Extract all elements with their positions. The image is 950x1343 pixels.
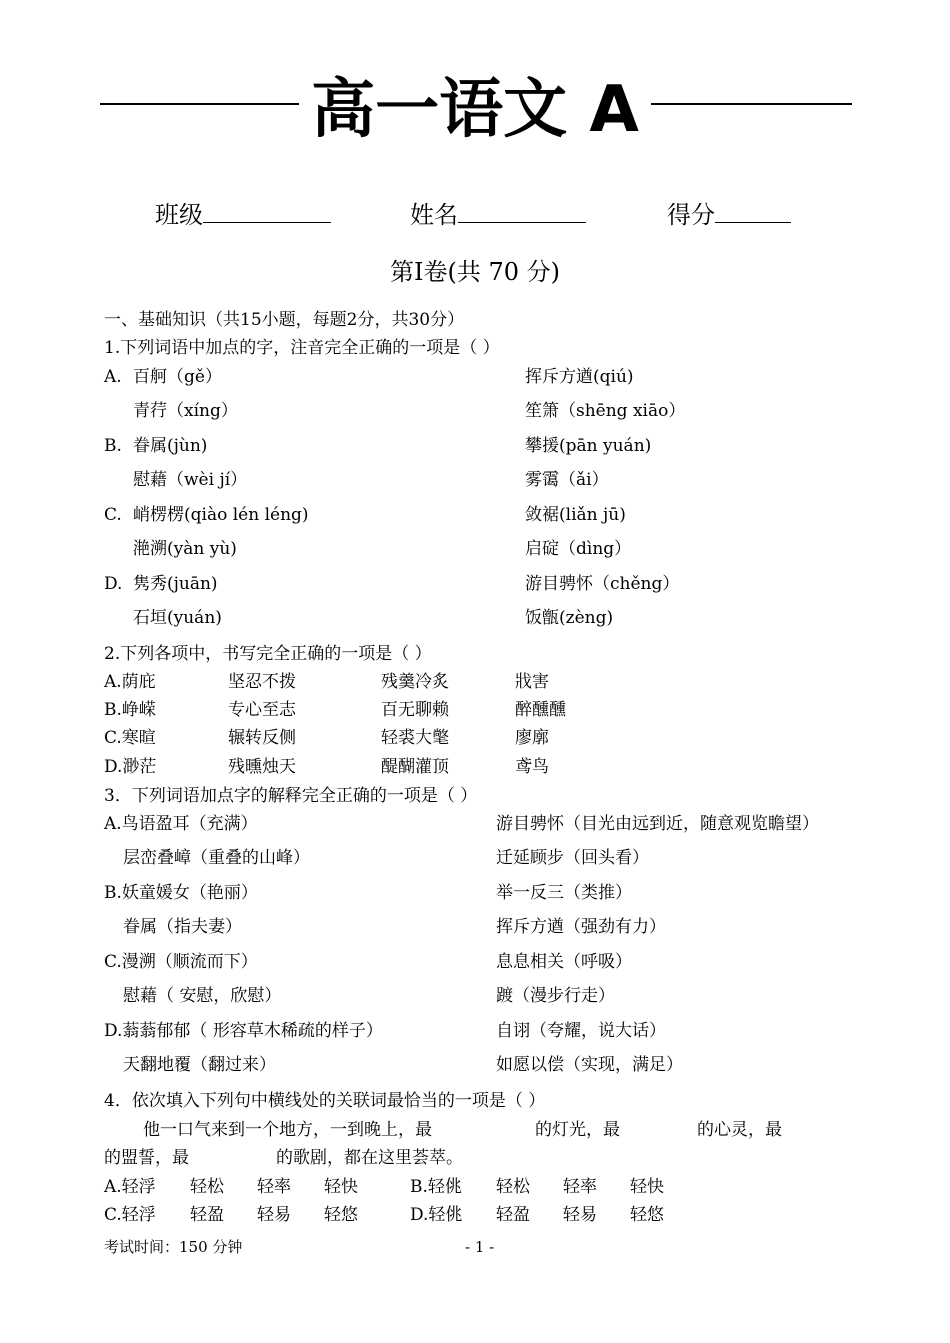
- q1-option-label: D.: [104, 574, 123, 594]
- q1-option-label: A.: [104, 367, 122, 387]
- q2-cell: C.寒暄: [104, 728, 156, 748]
- q4-option-item: C.轻浮: [104, 1205, 156, 1225]
- q4-option-item: 轻易: [257, 1205, 291, 1225]
- q2-cell: 专心至志: [228, 700, 296, 720]
- q4-passage: 的心灵，最: [697, 1120, 782, 1140]
- name-field: [410, 198, 586, 231]
- class-blank[interactable]: [203, 198, 331, 223]
- q3-option-item: D.蓊蓊郁郁（ 形容草木稀疏的样子）: [104, 1021, 383, 1041]
- q4-option-item: 轻快: [630, 1177, 664, 1197]
- q4-passage: 他一口气来到一个地方，一到晚上，最: [143, 1120, 432, 1140]
- q1-option-item: 眷属(jùn): [133, 436, 208, 456]
- q3-option-item: 自诩（夸耀，说大话）: [496, 1021, 666, 1041]
- q1-option-item: 攀援(pān yuán): [525, 436, 652, 456]
- q3-option-item: A.鸟语盈耳（充满）: [104, 814, 258, 834]
- page-number: - 1 -: [465, 1238, 495, 1256]
- q1-option-item: 峭楞楞(qiào lén léng): [133, 505, 309, 525]
- q2-cell: 残羹冷炙: [381, 672, 449, 692]
- q2-cell: 轻裘大氅: [381, 728, 449, 748]
- q1-option-label: B.: [104, 436, 122, 456]
- q2-cell: 鸢鸟: [515, 757, 549, 777]
- q2-cell: 百无聊赖: [381, 700, 449, 720]
- q4-passage: 的歌剧，都在这里荟萃。: [276, 1148, 463, 1168]
- q1-option-label: C.: [104, 505, 122, 525]
- q4-option-item: 轻松: [190, 1177, 224, 1197]
- q1-option-item: 隽秀(juān): [133, 574, 218, 594]
- q3-stem: 3．下列词语加点字的解释完全正确的一项是（ ）: [104, 786, 478, 806]
- q2-cell: 坚忍不拨: [228, 672, 296, 692]
- q4-option-item: 轻悠: [630, 1205, 664, 1225]
- q1-option-item: 百舸（gě）: [133, 367, 222, 387]
- q1-option-item: 雾霭（ǎi）: [525, 470, 609, 490]
- q1-option-item: 石垣(yuán): [133, 608, 222, 628]
- q4-option-item: 轻松: [496, 1177, 530, 1197]
- q2-cell: 醍醐灌顶: [381, 757, 449, 777]
- q2-cell: D.渺茫: [104, 757, 157, 777]
- q3-option-item: 举一反三（类推）: [496, 883, 632, 903]
- q1-option-item: 慰藉（wèi jí）: [133, 470, 248, 490]
- score-field: [667, 198, 791, 231]
- q1-option-item: 青荇（xíng）: [133, 401, 238, 421]
- q4-option-item: 轻易: [563, 1205, 597, 1225]
- name-label: 姓名: [410, 201, 458, 229]
- name-blank[interactable]: [458, 198, 586, 223]
- q2-cell: 戕害: [515, 672, 549, 692]
- q3-option-item: 层峦叠嶂（重叠的山峰）: [123, 848, 310, 868]
- q3-option-item: 天翻地覆（翻过来）: [123, 1055, 276, 1075]
- q4-passage: 的盟誓，最: [104, 1148, 189, 1168]
- q2-cell: 醉醺醺: [515, 700, 566, 720]
- score-label: 得分: [667, 201, 715, 229]
- q3-option-item: 慰藉（ 安慰，欣慰）: [123, 986, 282, 1006]
- q3-option-item: 如愿以偿（实现，满足）: [496, 1055, 683, 1075]
- q2-stem: 2.下列各项中，书写完全正确的一项是（ ）: [104, 644, 432, 664]
- q3-option-item: 迁延顾步（回头看）: [496, 848, 649, 868]
- q3-option-item: 踱（漫步行走）: [496, 986, 615, 1006]
- class-field: [155, 198, 331, 231]
- q4-option-item: B.轻佻: [410, 1177, 462, 1197]
- q4-passage: 的灯光，最: [535, 1120, 620, 1140]
- section-heading: 一、基础知识（共15小题，每题2分，共30分）: [104, 310, 465, 330]
- page-title: 高一语文 A: [0, 72, 950, 148]
- class-label: 班级: [155, 201, 203, 229]
- q4-option-item: 轻率: [563, 1177, 597, 1197]
- q3-option-item: 眷属（指夫妻）: [123, 917, 242, 937]
- q1-option-item: 挥斥方遒(qiú): [525, 367, 634, 387]
- score-blank[interactable]: [715, 198, 791, 223]
- q1-option-item: 饭甑(zèng): [525, 608, 614, 628]
- q1-option-item: 启碇（dìng）: [525, 539, 632, 559]
- q3-option-item: B.妖童媛女（艳丽）: [104, 883, 258, 903]
- q4-option-item: 轻率: [257, 1177, 291, 1197]
- q4-option-item: D.轻佻: [410, 1205, 463, 1225]
- q4-option-item: A.轻浮: [104, 1177, 156, 1197]
- part-title: 第Ⅰ卷(共 70 分): [389, 258, 560, 286]
- q3-option-item: C.漫溯（顺流而下）: [104, 952, 258, 972]
- q4-option-item: 轻快: [324, 1177, 358, 1197]
- exam-time: 考试时间：150 分钟: [104, 1238, 243, 1256]
- q1-option-item: 笙箫（shēng xiāo）: [525, 401, 686, 421]
- q2-cell: A.荫庇: [104, 672, 156, 692]
- q2-cell: 辗转反侧: [228, 728, 296, 748]
- q2-cell: 残曛烛天: [228, 757, 296, 777]
- q4-option-item: 轻悠: [324, 1205, 358, 1225]
- q4-option-item: 轻盈: [190, 1205, 224, 1225]
- q1-option-item: 敛裾(liǎn jū): [525, 505, 626, 525]
- q2-cell: 廖廓: [515, 728, 549, 748]
- q1-option-item: 滟溯(yàn yù): [133, 539, 237, 559]
- q3-option-item: 挥斥方遒（强劲有力）: [496, 917, 666, 937]
- q1-stem: 1.下列词语中加点的字，注音完全正确的一项是（ ）: [104, 338, 500, 358]
- q4-stem: 4．依次填入下列句中横线处的关联词最恰当的一项是（ ）: [104, 1091, 546, 1111]
- q1-option-item: 游目骋怀（chěng）: [525, 574, 680, 594]
- q4-option-item: 轻盈: [496, 1205, 530, 1225]
- q3-option-item: 息息相关（呼吸）: [496, 952, 632, 972]
- q2-cell: B.峥嵘: [104, 700, 156, 720]
- q3-option-item: 游目骋怀（目光由远到近，随意观览瞻望）: [496, 814, 819, 834]
